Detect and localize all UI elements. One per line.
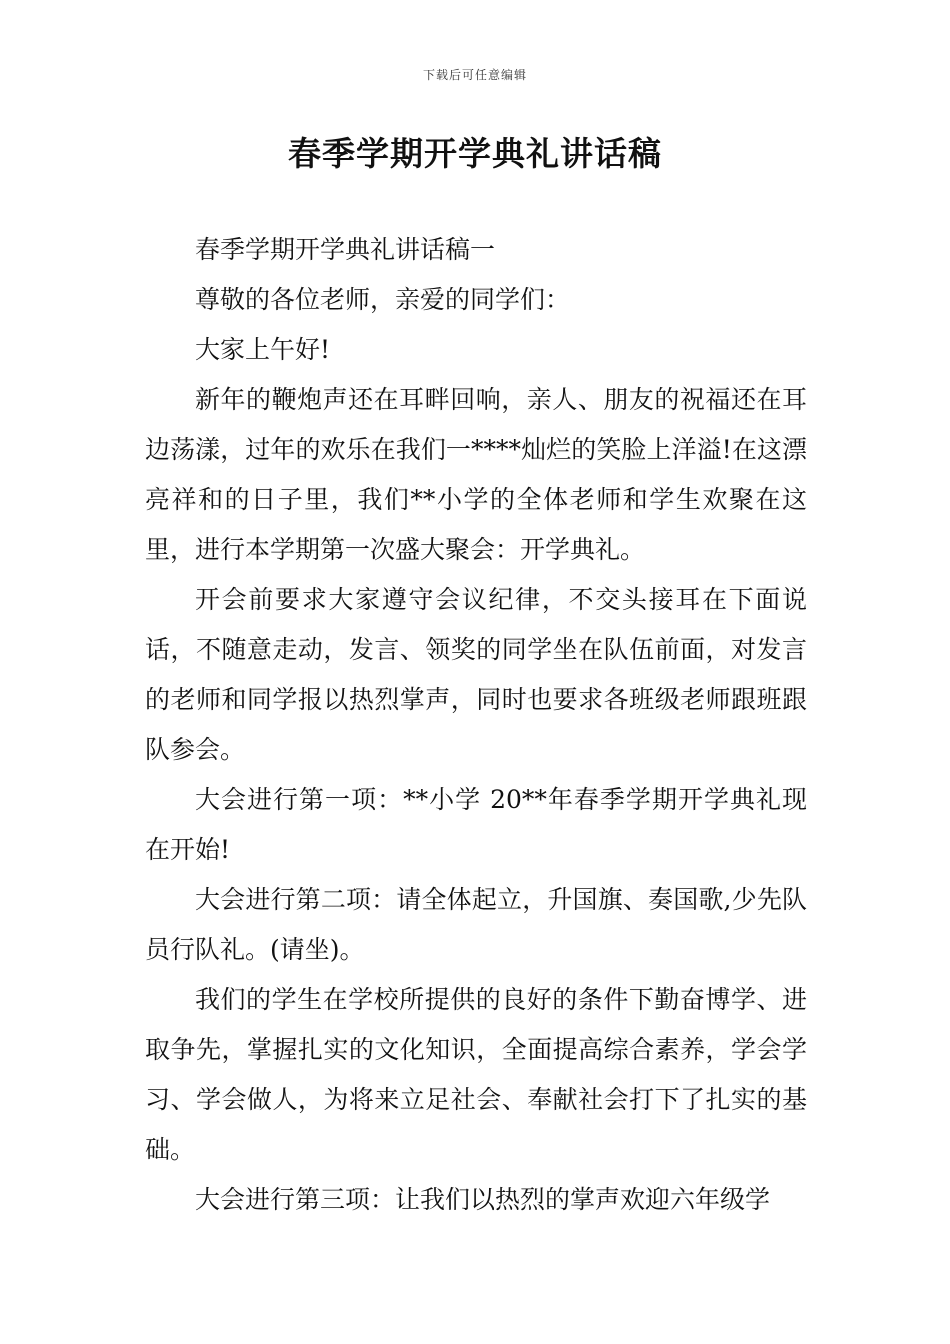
- paragraph-subtitle: 春季学期开学典礼讲话稿一: [195, 235, 496, 264]
- paragraph: 大会进行第一项：**小学 20**年春季学期开学典礼现在开始!: [145, 785, 807, 864]
- paragraph: 大会进行第二项：请全体起立，升国旗、奏国歌,少先队员行队礼。(请坐)。: [145, 885, 807, 964]
- document-body: [145, 225, 807, 1225]
- header-note: 下载后可任意编辑: [422, 68, 527, 82]
- paragraph: 大会进行第三项：让我们以热烈的掌声欢迎六年级学: [195, 1185, 771, 1214]
- paragraph: 开会前要求大家遵守会议纪律，不交头接耳在下面说话，不随意走动，发言、领奖的同学坐在队伍前面，对发言的老师和同学报以热烈掌声，同时也要求各班级老师跟班跟队参会。: [145, 585, 807, 764]
- document-title: 春季学期开学典礼讲话稿: [288, 134, 662, 173]
- paragraph: 我们的学生在学校所提供的良好的条件下勤奋博学、进取争先，掌握扎实的文化知识，全面提高综合素养，学会学习、学会做人，为将来立足社会、奉献社会打下了扎实的基础。: [145, 985, 807, 1164]
- paragraph-greeting: 大家上午好!: [195, 335, 331, 364]
- paragraph: 新年的鞭炮声还在耳畔回响，亲人、朋友的祝福还在耳边荡漾，过年的欢乐在我们一****灿烂的笑脸上洋溢!在这漂亮祥和的日子里，我们**小学的全体老师和学生欢聚在这里，进行本学期第一次盛大聚会：开学典礼。: [145, 385, 807, 564]
- paragraph-salutation: 尊敬的各位老师，亲爱的同学们：: [195, 285, 571, 314]
